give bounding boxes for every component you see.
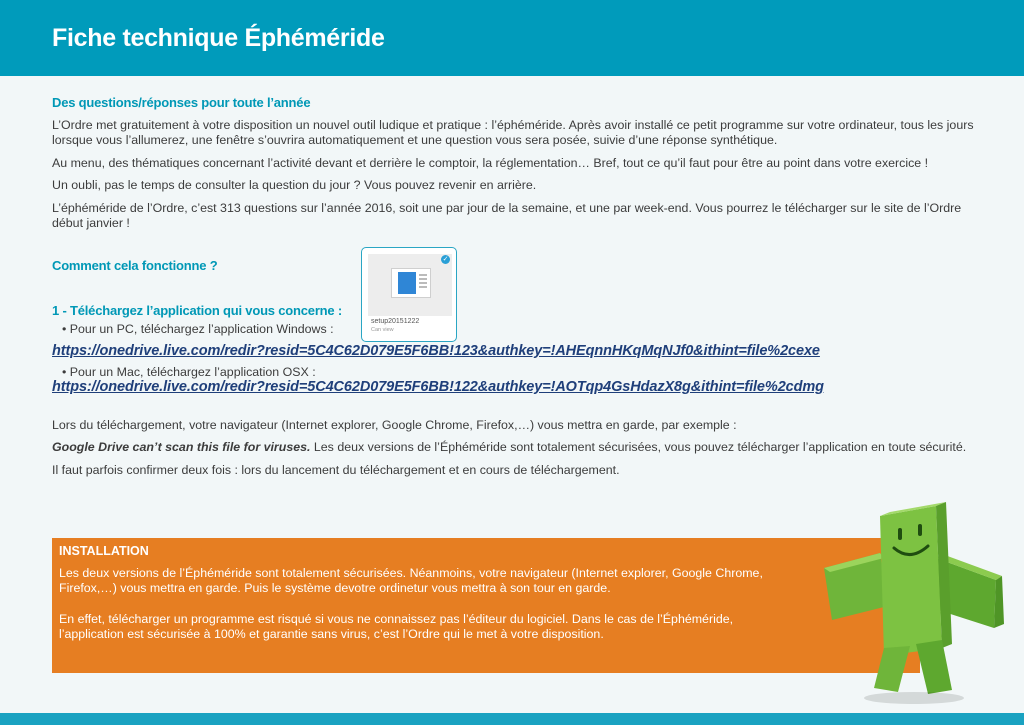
step1-title: 1 - Téléchargez l’application qui vous concerne : bbox=[52, 303, 342, 318]
confirm-paragraph: Il faut parfois confirmer deux fois : lors du lancement du téléchargement et en cours de téléchargement. bbox=[52, 462, 620, 477]
how-title: Comment cela fonctionne ? bbox=[52, 257, 218, 273]
footer-bar bbox=[0, 713, 1024, 725]
download-paragraph: Lors du téléchargement, votre navigateur (Internet explorer, Google Chrome, Firefox,…) vous mettra en garde, par exemple : bbox=[52, 417, 737, 432]
installation-title: INSTALLATION bbox=[59, 544, 149, 558]
file-permission: Can view bbox=[371, 327, 394, 333]
installation-box bbox=[52, 538, 920, 673]
main-content bbox=[52, 95, 976, 478]
warning-explanation: Les deux versions de l’Éphéméride sont totalement sécurisées, vous pouvez télécharger l’application en toute sécurité. bbox=[310, 440, 967, 454]
pc-download-link[interactable]: https://onedrive.live.com/redir?resid=5C4C62D079E5F6BB!123&authkey=!AHEqnnHKqMqNJf0&ithint=file%2cexe bbox=[52, 343, 820, 359]
page-header bbox=[0, 0, 1024, 76]
installation-paragraph-2: En effet, télécharger un programme est risqué si vous ne connaissez pas l’éditeur du logiciel. Dans le cas de l’Éphéméride, l’application est sécurisée à 100% et garantie sans virus, c’est l’Ordre qui le met à votre disposition. bbox=[59, 611, 734, 641]
pc-link-row bbox=[52, 344, 976, 360]
pc-label: • Pour un PC, téléchargez l’application Windows : bbox=[62, 321, 334, 336]
mac-label: • Pour un Mac, téléchargez l’application OSX : bbox=[62, 364, 316, 379]
file-name: setup20151222 bbox=[371, 318, 420, 325]
intro-paragraph-3: Un oubli, pas le temps de consulter la question du jour ? Vous pouvez revenir en arrière. bbox=[52, 178, 537, 192]
installation-paragraph-1: Les deux versions de l’Éphéméride sont totalement sécurisées. Néanmoins, votre navigateur (Internet explorer, Google Chrome, Firefox,…) vous mettra en garde. Puis le système devotre ordinetur vous mettra à son tour en garde. bbox=[59, 565, 763, 595]
file-preview bbox=[368, 254, 452, 316]
intro-paragraph-4: L’éphéméride de l’Ordre, c’est 313 questions sur l’année 2016, soit une par jour de la semaine, et une par week-end. Vous pourrez le télécharger sur le site de l’Ordre début janvier ! bbox=[52, 200, 962, 230]
intro-title: Des questions/réponses pour toute l’année bbox=[52, 95, 311, 110]
installer-window-icon bbox=[391, 268, 431, 298]
file-thumbnail-card[interactable] bbox=[361, 247, 457, 342]
intro-paragraph-2: Au menu, des thématiques concernant l’activité devant et derrière le comptoir, la réglementation… Bref, tout ce qu’il faut pour être au point dans votre exercice ! bbox=[52, 155, 929, 170]
green-cross-mascot-icon bbox=[818, 498, 1010, 708]
mac-download-link[interactable]: https://onedrive.live.com/redir?resid=5C4C62D079E5F6BB!122&authkey=!AOTqp4GsHdazX8g&ithint=file%2cdmg bbox=[52, 379, 824, 395]
check-icon: ✓ bbox=[442, 256, 449, 263]
mac-link-row bbox=[52, 380, 976, 396]
warning-paragraph bbox=[52, 440, 976, 456]
page-title: Fiche technique Éphéméride bbox=[52, 24, 385, 52]
intro-paragraph-1: L’Ordre met gratuitement à votre disposition un nouvel outil ludique et pratique : l’éphéméride. Après avoir installé ce petit programme sur votre ordinateur, tous les jours lorsque vous l’allumerez, une fenêtre s’ouvrira automatiquement et une question vous sera posée, suivie d’une réponse synthétique. bbox=[52, 117, 974, 147]
warning-message: Google Drive can’t scan this file for viruses. bbox=[52, 440, 311, 454]
